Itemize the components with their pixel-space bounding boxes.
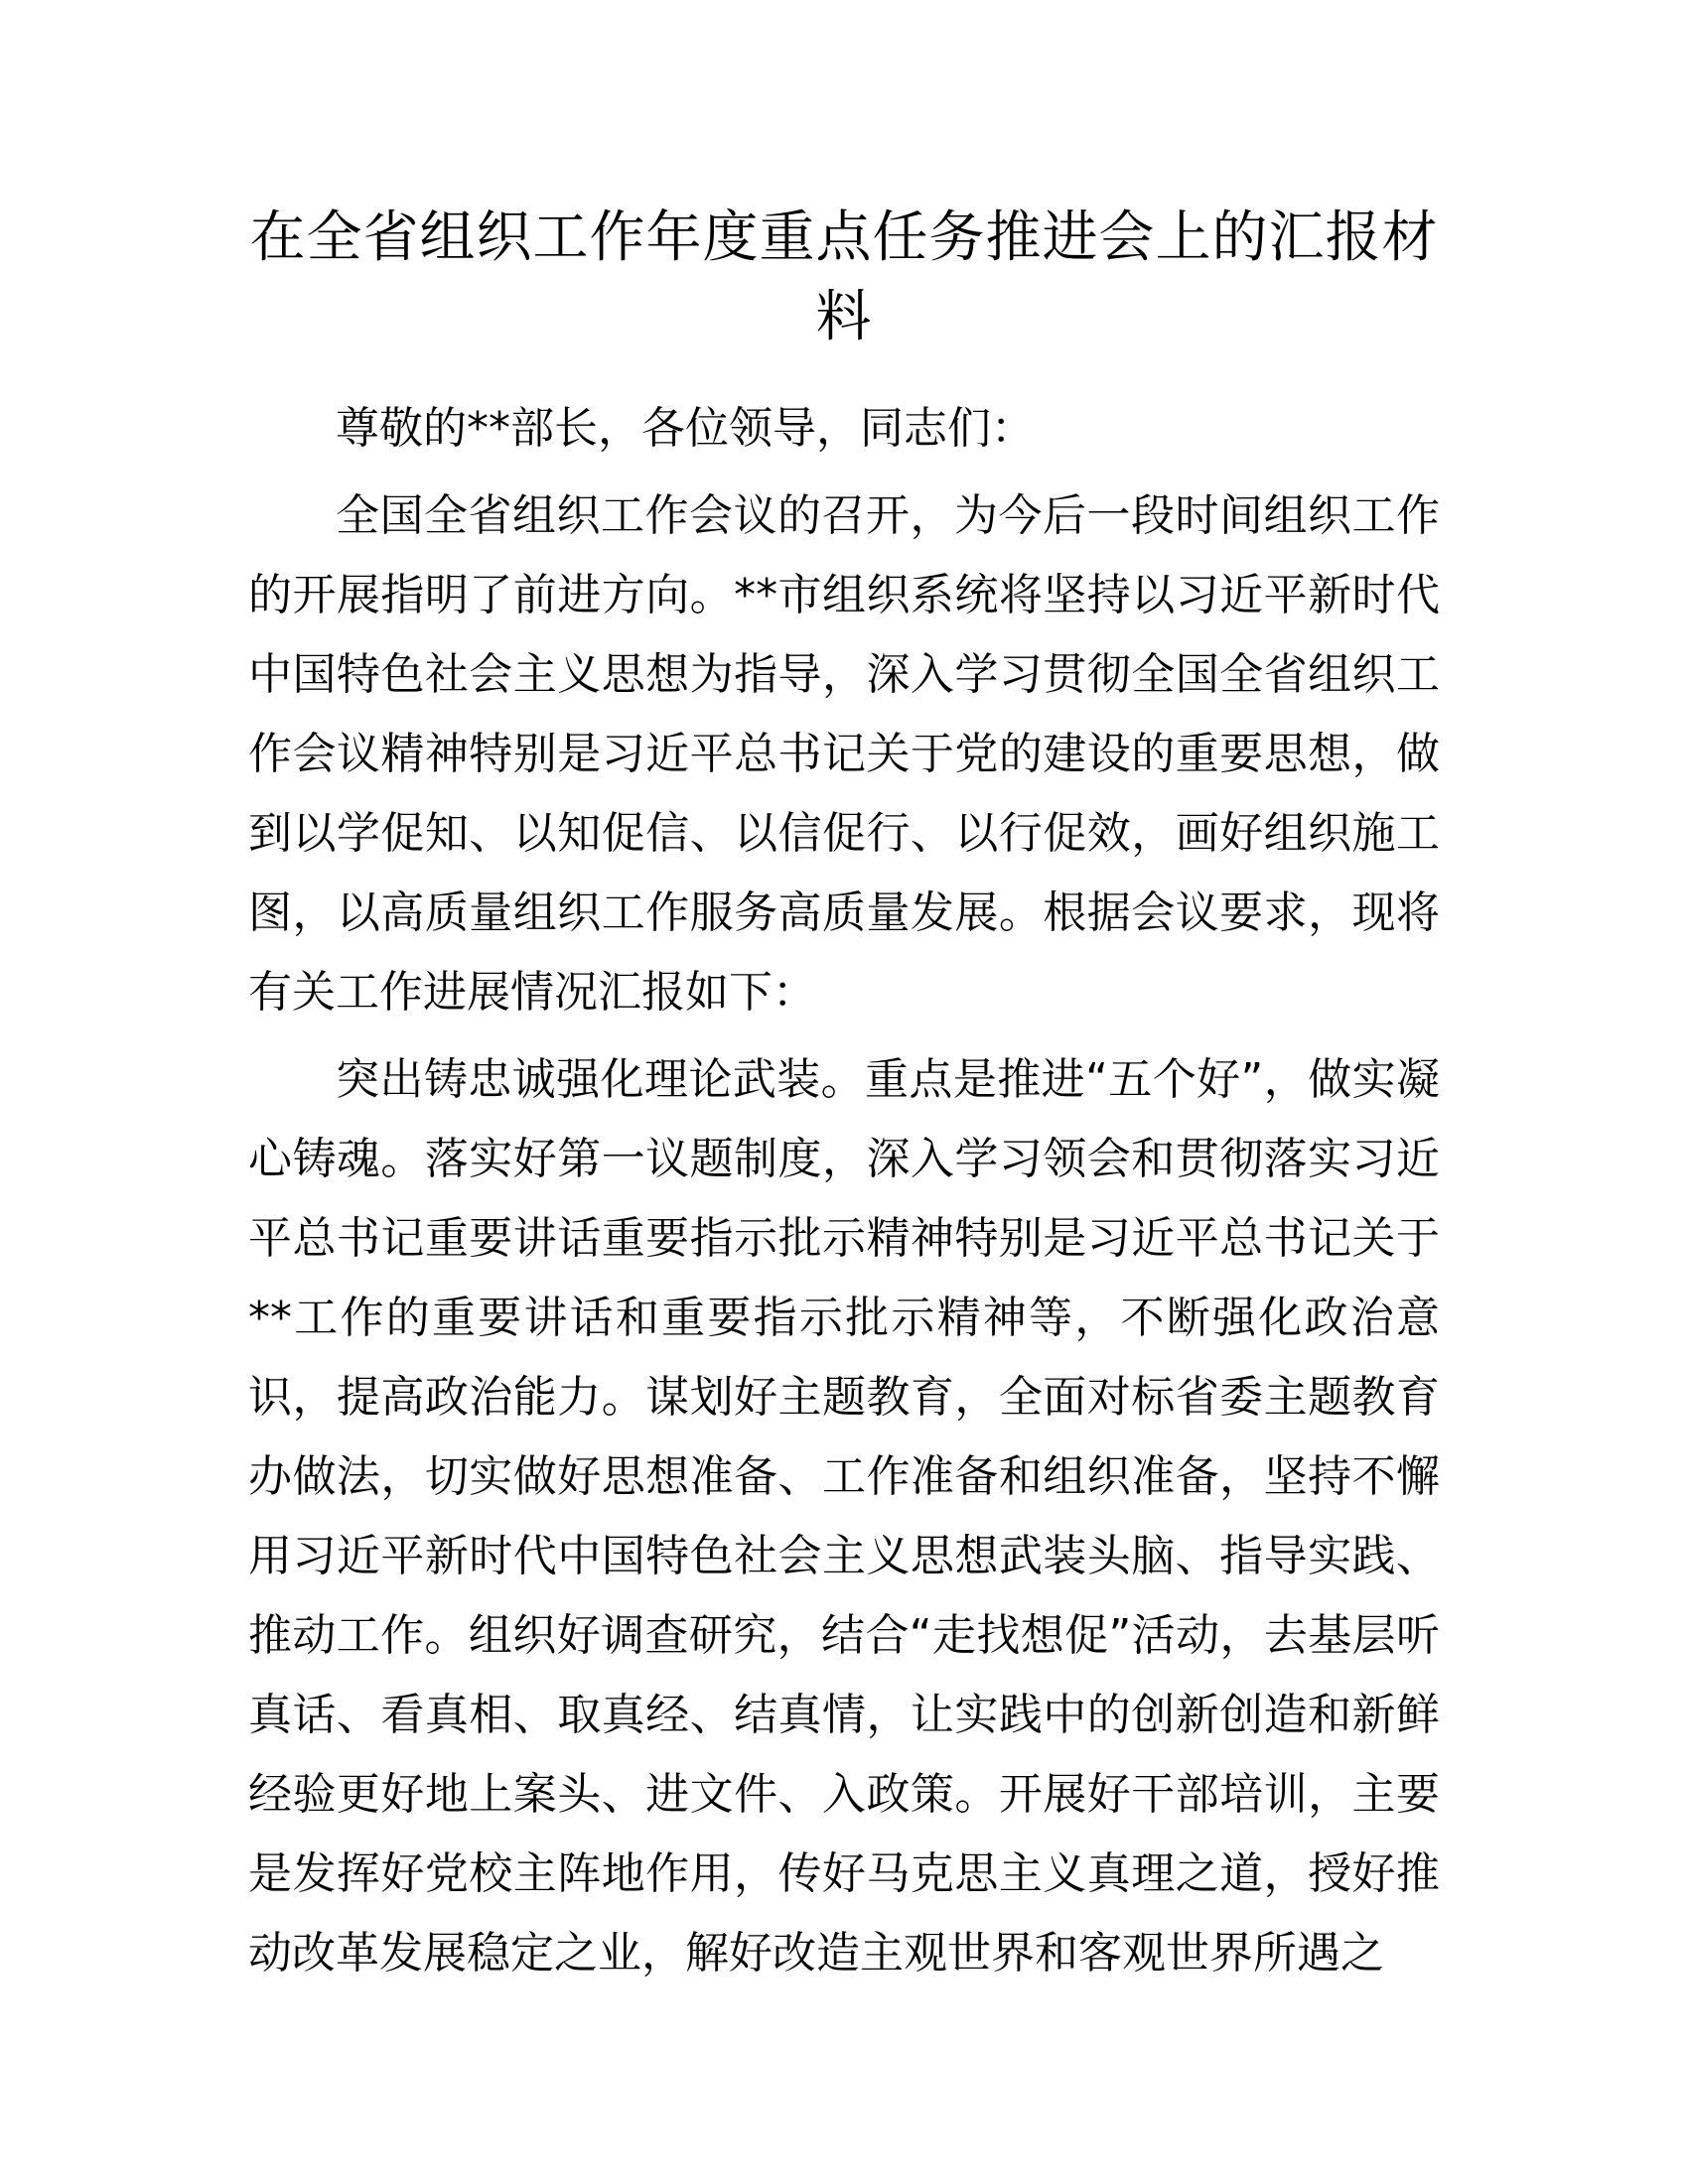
paragraph-intro: 全国全省组织工作会议的召开，为今后一段时间组织工作的开展指明了前进方向。**市组织系统将坚持以习近平新时代中国特色社会主义思想为指导，深入学习贯彻全国全省组织工作会议精神特别是习近平总书记关于党的建设的重要思想，做到以学促知、以知促信、以信促行、以行促效，画好组织施工图，以高质量组织工作服务高质量发展。根据会议要求，现将有关工作进展情况汇报如下：: [248, 490, 1440, 1018]
paragraph-theory: 突出铸忠诚强化理论武装。重点是推进“五个好”，做实凝心铸魂。落实好第一议题制度，深入学习领会和贯彻落实习近平总书记重要讲话重要指示批示精神特别是习近平总书记关于**工作的重要讲话和重要指示批示精神等，不断强化政治意识，提高政治能力。谋划好主题教育，全面对标省委主题教育办做法，切实做好思想准备、工作准备和组织准备，坚持不懈用习近平新时代中国特色社会主义思想武装头脑、指导实践、推动工作。组织好调查研究，结合“走找想促”活动，去基层听真话、看真相、取真经、结真情，让实践中的创新创造和新鲜经验更好地上案头、进文件、入政策。开展好干部培训，主要是发挥好党校主阵地作用，传好马克思主义真理之道，授好推动改革发展稳定之业，解好改造主观世界和客观世界所遇之: [248, 1054, 1440, 1979]
document-page: [248, 199, 1440, 1993]
document-title: 在全省组织工作年度重点任务推进会上的汇报材料: [249, 205, 1439, 349]
salutation: 尊敬的**部长，各位领导，同志们：: [336, 403, 1035, 454]
